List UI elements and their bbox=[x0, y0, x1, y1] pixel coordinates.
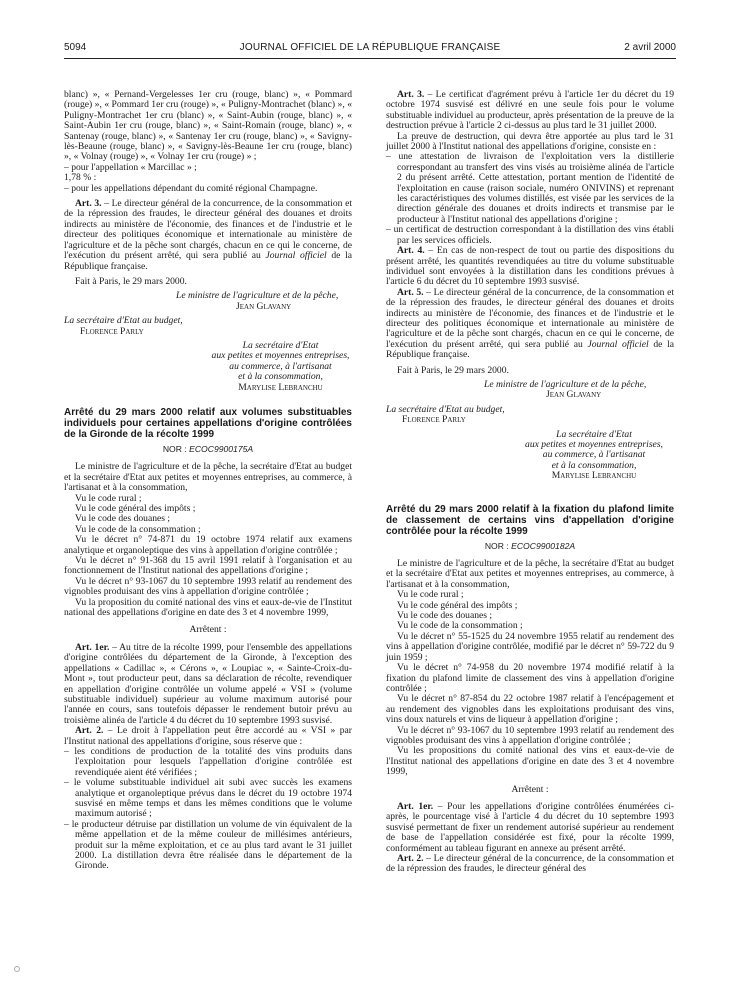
vu-item: Vu le code des douanes ; bbox=[397, 610, 493, 622]
vu-item: Vu le code rural ; bbox=[397, 589, 464, 601]
decree-title: Arrêté du 29 mars 2000 relatif aux volumes substituables individuels pour certaines appellations d'origine contrôlées de la Gironde de la récolte 1999 bbox=[64, 406, 352, 440]
article-4: Art. 4. – En cas de non-respect de tout ou partie des dispositions du présent arrêté, les quantités revendiquées au titre du volume substituable individuel sont envoyées à la distillation dans les conditions prévues à l'article 6 du décret du 10 septembre 1993 susvisé. bbox=[386, 245, 675, 288]
arretent-heading: Arrêtent : bbox=[189, 624, 227, 636]
list-item: – les conditions de production de la totalité des vins produits dans l'exploitation pour lesquels l'appellation d'origine contrôlée est revendiquée aient été vérifiées ; bbox=[64, 745, 352, 778]
issue-date: 2 avril 2000 bbox=[624, 42, 676, 53]
journal-title: JOURNAL OFFICIEL DE LA RÉPUBLIQUE FRANÇAISE bbox=[239, 42, 501, 53]
article-3: Art. 3. – Le directeur général de la concurrence, de la consommation et de la répression des fraudes, le directeur général des douanes et droits indirects au ministère de l'économie, des finances et de l'industrie et le directeur des politiques économique et internationale au ministère de l'agriculture et de la pêche sont chargés, chacun en ce qui le concerne, de l'exécution du présent arrêté, qui sera publié au Journal officiel de la République française. bbox=[64, 198, 353, 272]
signature-budget-name: Florence Parly bbox=[402, 414, 466, 426]
article-5: Art. 5. – Le directeur général de la concurrence, de la consommation et de la répression des fraudes, le directeur général des douanes et droits indirects au ministère de l'économie, des finances et de l'industrie et le directeur des politiques économique et internationale au ministère de l'agriculture et de la pêche sont chargés, chacun en ce qui le concerne, de l'exécution du présent arrêté, qui sera publié au Journal officiel de la République française. bbox=[386, 286, 675, 361]
list-item: – un certificat de destruction correspondant à la distillation des vins établi par les services officiels. bbox=[386, 224, 674, 246]
signature-minister-name: Jean Glavany bbox=[236, 300, 292, 312]
vu-item: Vu les propositions du comité national des vins et eaux-de-vie de l'Institut national des appellations d'origine en date des 3 et 4 novembre 1999, bbox=[386, 745, 674, 778]
done-at: Fait à Paris, le 29 mars 2000. bbox=[397, 364, 509, 376]
decree-intro: Le ministre de l'agriculture et de la pêche, la secrétaire d'Etat au budget et la secrétaire d'Etat aux petites et moyennes entreprises, au commerce, à l'artisanat et à la consommation, bbox=[386, 558, 674, 590]
list-item: – le producteur détruise par distillation un volume de vin équivalent de la même appellation et de la même couleur de millésimes antérieurs, produit sur la même exploitation, et ce au plus tard avant le 31 juillet 2000. La distillation devra être réalisée dans le département de la Gironde. bbox=[64, 818, 352, 872]
nor-reference: NOR : ECOC9900175A bbox=[162, 443, 254, 454]
article-label: Art. 2. bbox=[75, 725, 104, 737]
arretent-heading: Arrêtent : bbox=[511, 783, 549, 795]
vu-item: Vu le code rural ; bbox=[75, 492, 142, 504]
article-2: Art. 2. – Le droit à l'appellation peut être accordé au « VSI » par l'Institut national des appellations d'origine, sous réserve que : bbox=[64, 725, 352, 747]
article-3: Art. 3. – Le certificat d'agrément prévu à l'article 1er du décret du 19 octobre 1974 susvisé est délivré en une seule fois pour le volume substituable individuel au producteur, après présentation de la preuve de la destruction prévue à l'article 2 ci-dessus au plus tard le 31 juillet 2000. bbox=[386, 89, 675, 132]
article-label: Art. 1er. bbox=[75, 641, 110, 653]
signature-sme-block: La secrétaire d'Etat aux petites et moyennes entreprises, au commerce, à l'artisanat et à la consommation, Marylise Lebranchu bbox=[64, 341, 352, 393]
vu-item: Vu le code des douanes ; bbox=[75, 513, 171, 525]
vu-item: Vu le code général des impôts ; bbox=[75, 503, 196, 514]
article-label: Art. 5. bbox=[397, 286, 424, 298]
left-column bbox=[64, 90, 352, 872]
nor-reference: NOR : ECOC9900182A bbox=[484, 540, 576, 551]
page-number: 5094 bbox=[64, 42, 87, 53]
signature-minister-name: Jean Glavany bbox=[546, 389, 602, 401]
article-label: Art. 2. bbox=[397, 853, 424, 864]
continued-text: blanc) », « Pernand-Vergelesses 1er cru (rouge, blanc) », « Pommard (rouge) », « Pommard 1er cru (rouge) », « Puligny-Montrachet (blanc) », « Puligny-Montrachet 1er cru (blanc) », « Saint-Aubin (rouge, blanc) », « Saint-Aubin 1er cru (rouge, blanc) », « Saint-Romain (rouge, blanc) », « Santenay (rouge, blanc) », « Santenay 1er cru (rouge, blanc) », « Savigny-lès-Beaune (rouge, blanc) », « Savigny-lès-Beaune 1er cru (rouge, blanc) », « Volnay (rouge) », « Volnay 1er cru (rouge) » ; bbox=[64, 89, 352, 163]
signature-budget-name: Florence Parly bbox=[80, 325, 144, 337]
vu-item: Vu le décret n° 74-958 du 20 novembre 1974 modifié relatif à la fixation du plafond limite de classement des vins à appellation d'origine contrôlée ; bbox=[386, 662, 674, 694]
vu-item: Vu le décret n° 87-854 du 22 octobre 1987 relatif à l'encépagement et au rendement des vignobles dans les exploitations produisant des vins, vins doux naturels et vins de liqueur à appellation d'origine ; bbox=[386, 693, 674, 726]
article-1: Art. 1er. – Au titre de la récolte 1999, pour l'ensemble des appellations d'origine contrôlées du département de la Gironde, à l'exception des appellations « Cadillac », « Cérons », « Loupiac », « Sainte-Croix-du-Mont », tout producteur peut, dans sa déclaration de récolte, revendiquer en appellation d'origine contrôlée un volume appelé « VSI » (volume substituable individuel) supérieur au volume maximum autorisé pour l'année en cours, sans toutefois dépasser le rendement butoir prévu au troisième alinéa de l'article 4 du décret du 10 septembre 1993 susvisé. bbox=[64, 641, 352, 726]
signature-sme-block: La secrétaire d'Etat aux petites et moyennes entreprises, au commerce, à l'artisanat et à la consommation, Marylise Lebranchu bbox=[386, 430, 674, 482]
done-at: Fait à Paris, le 29 mars 2000. bbox=[75, 275, 187, 287]
proof-paragraph: La preuve de destruction, qui devra être apportée au plus tard le 31 juillet 2000 à l'Institut national des appellations d'origine, consiste en : bbox=[386, 130, 674, 153]
article-label: Art. 4. bbox=[397, 245, 425, 257]
article-label: Art. 3. bbox=[75, 198, 102, 210]
vu-item: Vu le décret n° 93-1067 du 10 septembre 1993 relatif au rendement des vignobles produisant des vins à appellation d'origine contrôlée ; bbox=[386, 724, 674, 746]
continued-rate: 1,78 % : bbox=[64, 172, 97, 184]
vu-item: Vu le décret n° 91-368 du 15 avril 1991 relatif à l'organisation et au fonctionnement de l'Institut national des appellations d'origine ; bbox=[64, 555, 352, 577]
decree-title: Arrêté du 29 mars 2000 relatif à la fixation du plafond limite de classement de certains vins d'appellation d'origine contrôlée pour la récolte 1999 bbox=[386, 503, 674, 537]
signature-minister-title: Le ministre de l'agriculture et de la pêche, bbox=[484, 378, 647, 390]
vu-item: Vu le code de la consommation ; bbox=[75, 523, 201, 535]
signature-sme-name: Marylise Lebranchu bbox=[238, 381, 323, 393]
vu-item: Vu le code général des impôts ; bbox=[397, 599, 518, 611]
signature-sme-name: Marylise Lebranchu bbox=[551, 470, 637, 482]
vu-item: Vu le décret n° 55-1525 du 24 novembre 1955 relatif au rendement des vins à appellation d'origine contrôlée, modifié par le décret n° 59-722 du 9 juin 1959 ; bbox=[386, 630, 674, 663]
article-label: Art. 3. bbox=[397, 89, 425, 100]
list-item: – une attestation de livraison de l'exploitation vers la distillerie correspondant au transfert des vins visés au troisième alinéa de l'article 2 du présent arrêté. Cette attestation, portant mention de l'identité de l'exploitation en cause (raison sociale, numéro ONIVINS) et reprenant les caractéristiques des volumes distillés, est visée par les services de la direction générale des douanes et droits indirects et transmise par le producteur à l'Institut national des appellations d'origine ; bbox=[386, 151, 674, 225]
right-column bbox=[386, 90, 674, 875]
continued-item: – pour l'appellation « Marcillac » ; bbox=[64, 161, 197, 173]
vu-item: Vu la proposition du comité national des vins et eaux-de-vie de l'Institut national des appellations d'origine en date des 3 et 4 novembre 1999, bbox=[64, 596, 352, 619]
vu-item: Vu le décret n° 74-871 du 19 octobre 1974 relatif aux examens analytique et organoleptique des vins à appellation d'origine contrôlée ; bbox=[64, 534, 352, 556]
article-1: Art. 1er. – Pour les appellations d'origine contrôlées énumérées ci-après, le pourcentage visé à l'article 4 du décret du 10 septembre 1993 susvisé permettant de fixer un rendement autorisé supérieur au rendement de base de l'appellation considérée est fixé, pour la récolte 1999, conformément au tableau figurant en annexe au présent arrêté. bbox=[386, 800, 674, 854]
header-rule bbox=[64, 58, 676, 59]
decree-intro: Le ministre de l'agriculture et de la pêche, la secrétaire d'Etat au budget et la secrétaire d'Etat aux petites et moyennes entreprises, au commerce, à l'artisanat et à la consommation, bbox=[64, 461, 352, 494]
article-2: Art. 2. – Le directeur général de la concurrence, de la consommation et de la répression des fraudes, le directeur général des bbox=[386, 853, 674, 875]
list-item: – le volume substituable individuel ait subi avec succès les examens analytique et organoleptique prévus dans le décret du 19 octobre 1974 susvisé en même temps et dans les mêmes conditions que le volume maximum autorisé ; bbox=[64, 777, 352, 820]
signature-minister-title: Le ministre de l'agriculture et de la pêche, bbox=[176, 290, 339, 302]
signature-budget-title: La secrétaire d'Etat au budget, bbox=[64, 315, 183, 327]
continued-item: – pour les appellations dépendant du comité régional Champagne. bbox=[64, 182, 318, 194]
vu-item: Vu le décret n° 93-1067 du 10 septembre 1993 relatif au rendement des vignobles produisant des vins à appellation d'origine contrôlée ; bbox=[64, 575, 352, 598]
signature-budget-title: La secrétaire d'Etat au budget, bbox=[386, 403, 505, 415]
page-header bbox=[64, 42, 676, 56]
article-label: Art. 1er. bbox=[397, 800, 434, 812]
scan-mark bbox=[14, 966, 20, 972]
vu-item: Vu le code de la consommation ; bbox=[397, 620, 523, 632]
